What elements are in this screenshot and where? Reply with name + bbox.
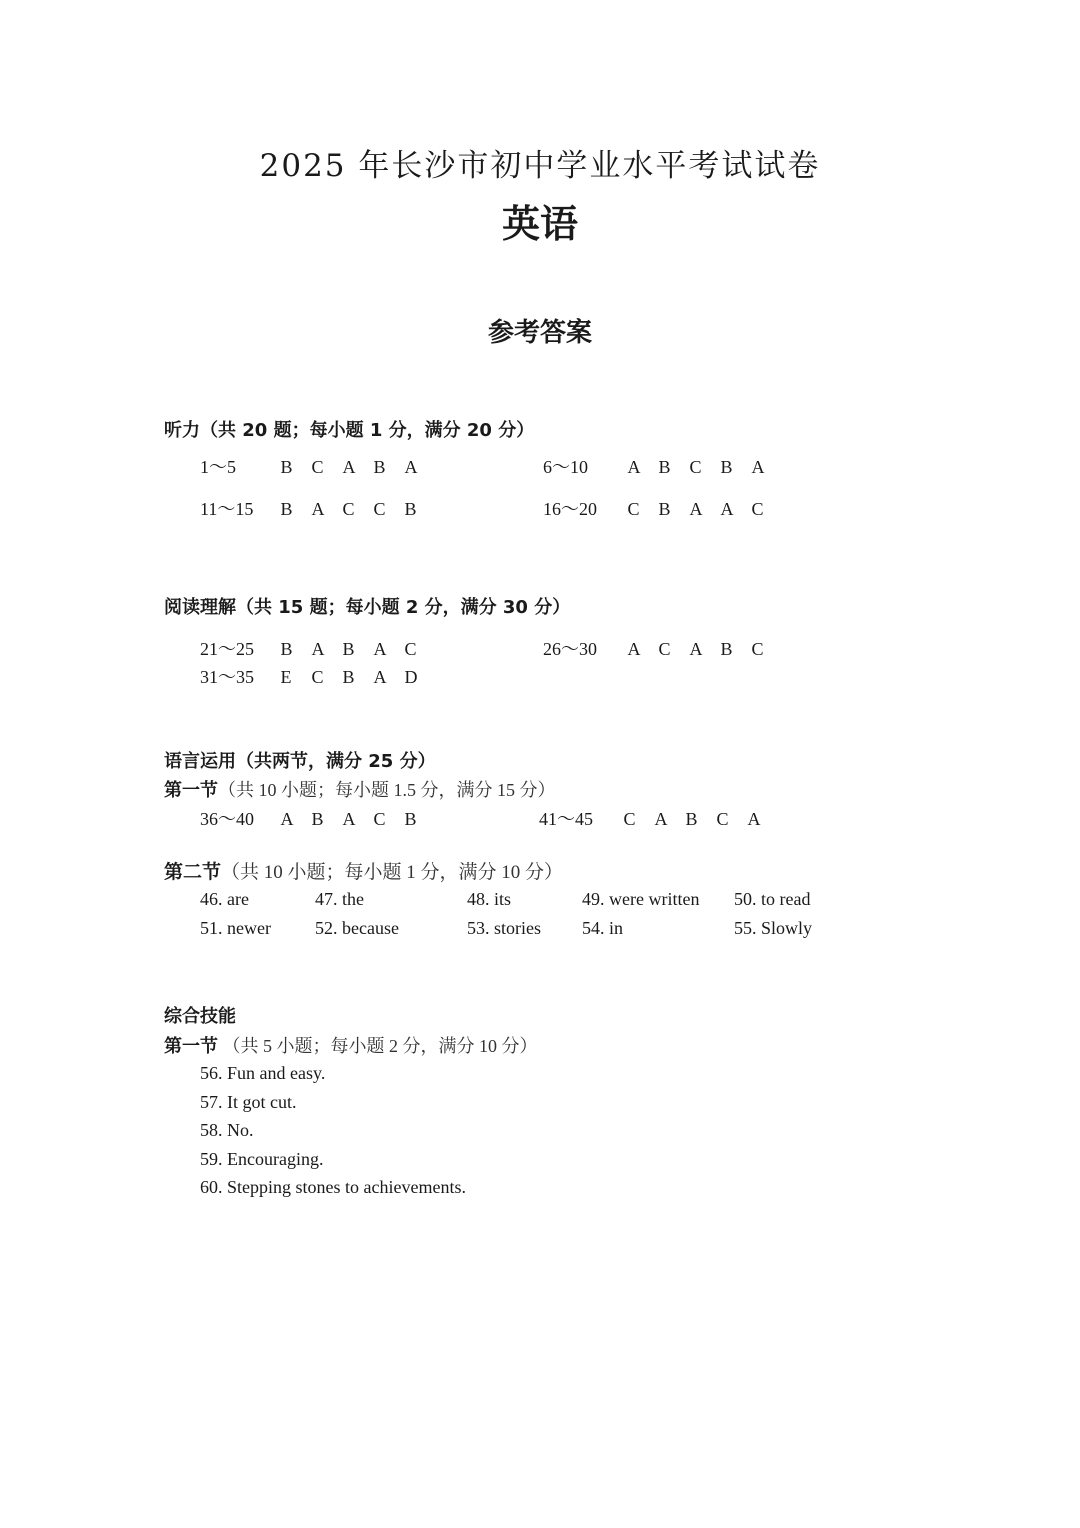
answer: A: [747, 809, 761, 829]
fill-answer: 54. in: [582, 918, 624, 938]
answer: B: [685, 809, 698, 829]
answer: A: [689, 639, 703, 659]
answer: E: [280, 667, 292, 687]
answer: A: [627, 639, 641, 659]
answer: A: [720, 499, 734, 519]
answer: B: [658, 457, 671, 477]
answer: A: [373, 639, 387, 659]
answer: A: [342, 809, 356, 829]
answer: B: [720, 457, 733, 477]
part-label: 第二节: [164, 861, 222, 883]
answer-row: [543, 635, 783, 661]
answer: B: [311, 809, 324, 829]
answer: B: [280, 639, 293, 659]
answer: C: [311, 667, 324, 687]
answer-row: [200, 495, 436, 521]
language-part2-heading: [164, 857, 563, 884]
fill-answer: 55. Slowly: [734, 918, 813, 938]
listening-heading: 听力（共 20 题；每小题 1 分，满分 20 分）: [164, 420, 535, 441]
page-title: 2025 年长沙市初中学业水平考试试卷: [259, 148, 821, 184]
answer: C: [627, 499, 640, 519]
answer: B: [342, 667, 355, 687]
answer-range: 41～45: [539, 809, 593, 829]
answer: C: [751, 499, 764, 519]
answer: C: [751, 639, 764, 659]
answer: B: [280, 499, 293, 519]
fill-answer: 53. stories: [467, 918, 541, 938]
answer-range: 1～5: [200, 457, 236, 477]
answer: A: [311, 639, 325, 659]
answer: C: [689, 457, 702, 477]
skill-answer: 57. It got cut.: [200, 1092, 297, 1112]
answer-range: 16～20: [543, 499, 597, 519]
answer-row: [539, 805, 779, 831]
skill-answer: 56. Fun and easy.: [200, 1063, 326, 1083]
answer-row: [200, 663, 436, 689]
answer: C: [373, 809, 386, 829]
answer: B: [404, 499, 417, 519]
skills-heading: 综合技能: [164, 1006, 236, 1027]
answer: D: [404, 667, 418, 687]
answer-range: 36～40: [200, 809, 254, 829]
answer: C: [404, 639, 417, 659]
answer: C: [342, 499, 355, 519]
answer-range: 31～35: [200, 667, 254, 687]
answer: B: [404, 809, 417, 829]
answer: C: [658, 639, 671, 659]
answers-title: 参考答案: [487, 318, 592, 348]
fill-answer: 50. to read: [734, 889, 811, 909]
fill-answer: 47. the: [315, 889, 364, 909]
answer-row: [200, 635, 436, 661]
part-note: （共 5 小题；每小题 2 分，满分 10 分）: [218, 1036, 538, 1056]
answer: A: [404, 457, 418, 477]
fill-answer: 49. were written: [582, 889, 700, 909]
answer: A: [373, 667, 387, 687]
skill-answer: 60. Stepping stones to achievements.: [200, 1177, 466, 1197]
answer-row: [543, 453, 783, 479]
answer: B: [280, 457, 293, 477]
part-note: （共 10 小题；每小题 1 分，满分 10 分）: [221, 862, 564, 883]
answer: B: [373, 457, 386, 477]
answer: A: [654, 809, 668, 829]
language-heading: 语言运用（共两节，满分 25 分）: [164, 751, 436, 772]
skill-answer: 59. Encouraging.: [200, 1149, 324, 1169]
fill-answer: 46. are: [200, 889, 249, 909]
subject-title: 英语: [501, 202, 578, 246]
part-label: 第一节: [164, 1036, 218, 1057]
skill-answer: 58. No.: [200, 1120, 254, 1140]
skills-part1-heading: [164, 1032, 538, 1058]
answer: C: [623, 809, 636, 829]
part-label: 第一节: [164, 780, 218, 801]
answer: C: [311, 457, 324, 477]
reading-heading: 阅读理解（共 15 题；每小题 2 分，满分 30 分）: [164, 597, 571, 618]
answer-row: [200, 453, 436, 479]
answer-row: [200, 805, 436, 831]
answer-row: [543, 495, 783, 521]
part-note: （共 10 小题；每小题 1.5 分，满分 15 分）: [218, 780, 556, 800]
fill-answer: 48. its: [467, 889, 512, 909]
answer-range: 26～30: [543, 639, 597, 659]
answer: A: [627, 457, 641, 477]
answer: A: [689, 499, 703, 519]
language-part1-heading: [164, 776, 556, 802]
answer: A: [342, 457, 356, 477]
answer: A: [311, 499, 325, 519]
answer: C: [716, 809, 729, 829]
answer: B: [658, 499, 671, 519]
answer-range: 11～15: [200, 499, 254, 519]
fill-answer: 52. because: [315, 918, 399, 938]
answer: A: [280, 809, 294, 829]
answer-range: 21～25: [200, 639, 254, 659]
answer: C: [373, 499, 386, 519]
answer-range: 6～10: [543, 457, 588, 477]
answer: B: [342, 639, 355, 659]
answer: A: [751, 457, 765, 477]
fill-answer: 51. newer: [200, 918, 271, 938]
answer: B: [720, 639, 733, 659]
